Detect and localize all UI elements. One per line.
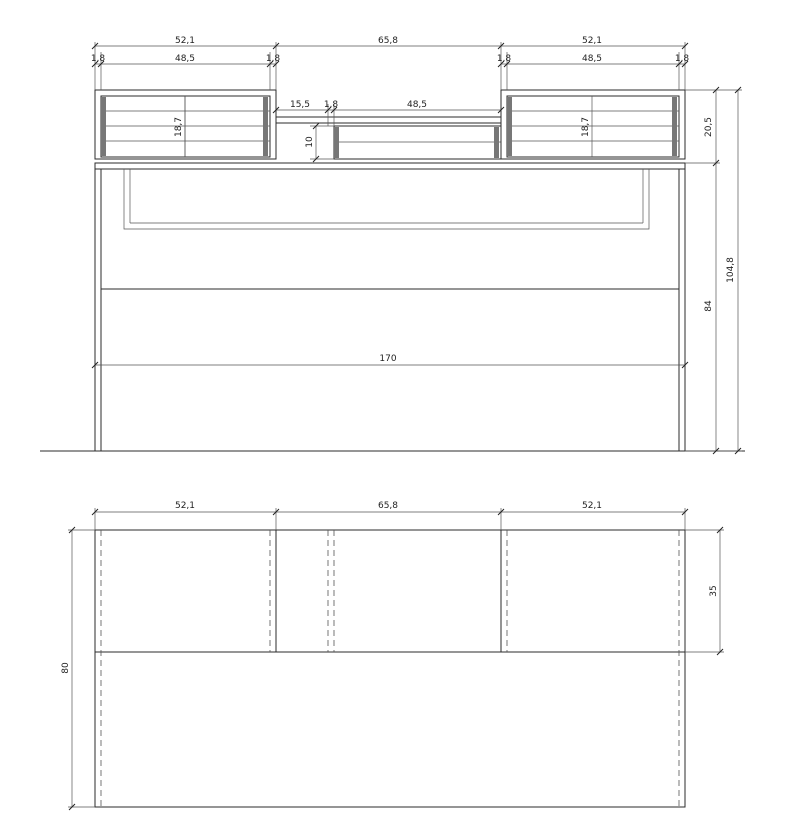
apron-frame — [124, 169, 649, 229]
dim-table-height: 84 — [704, 300, 714, 312]
dim-overall-width: 170 — [379, 354, 397, 364]
right-top-module — [501, 90, 685, 159]
plan-right-module — [501, 530, 685, 652]
dim-left-inner-width: 48,5 — [174, 54, 196, 64]
front-view — [40, 36, 745, 454]
dim-total-height: 104,8 — [726, 257, 736, 283]
dim-plan-left-width: 52,1 — [174, 501, 196, 511]
dim-left-box-height: 18,7 — [174, 116, 184, 138]
dim-right-inner-width: 48,5 — [581, 54, 603, 64]
plan-view — [61, 501, 724, 810]
left-top-module — [95, 90, 276, 159]
desk-top — [95, 163, 685, 169]
dim-right-side-b: 1,8 — [674, 54, 690, 64]
dim-plan-overall-depth: 80 — [61, 662, 71, 674]
right-leg — [679, 169, 685, 451]
plan-outline — [95, 530, 685, 807]
dim-center-inner-width: 48,5 — [406, 100, 428, 110]
dim-center-top-width: 65,8 — [377, 36, 399, 46]
dim-right-side-a: 1,8 — [496, 54, 512, 64]
dim-left-side-a: 1,8 — [90, 54, 106, 64]
dim-center-offset: 15,5 — [289, 100, 311, 110]
dim-center-side: 1,8 — [323, 100, 339, 110]
dim-center-box-height: 10 — [305, 136, 315, 148]
plan-left-module — [95, 530, 276, 652]
dim-left-side-b: 1,8 — [265, 54, 281, 64]
dim-left-top-width: 52,1 — [174, 36, 196, 46]
dim-right-box-height: 18,7 — [581, 116, 591, 138]
dim-top-module-height: 20,5 — [704, 116, 714, 138]
dim-right-top-width: 52,1 — [581, 36, 603, 46]
left-leg — [95, 169, 101, 451]
dim-plan-center-width: 65,8 — [377, 501, 399, 511]
dim-plan-module-depth: 35 — [709, 585, 719, 597]
dim-plan-right-width: 52,1 — [581, 501, 603, 511]
